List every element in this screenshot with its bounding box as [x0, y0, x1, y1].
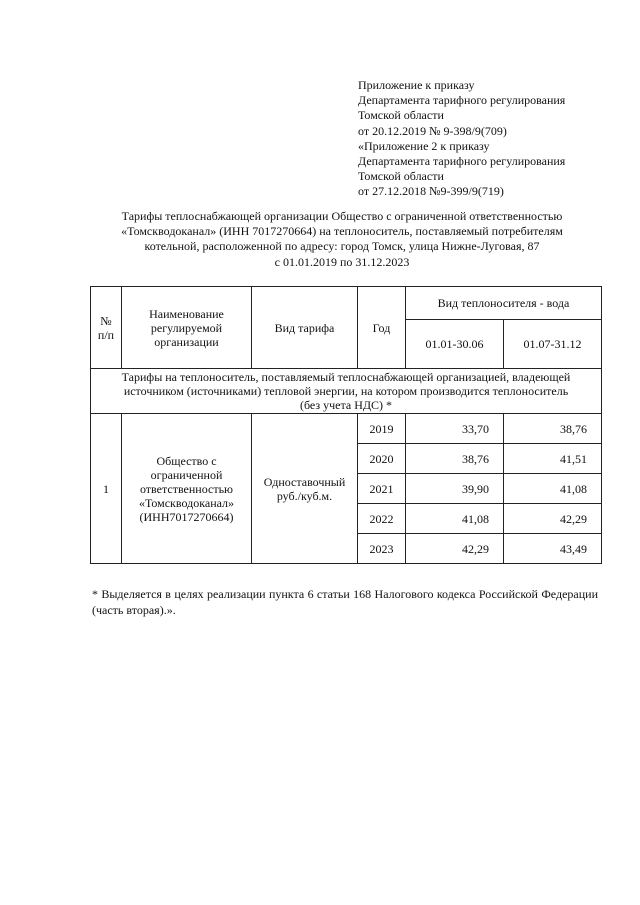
year-cell: 2023 [358, 534, 406, 564]
section-row [91, 369, 602, 414]
org-name-line: «Томскводоканал» [138, 495, 235, 510]
appendix-line: Приложение к приказу [358, 78, 475, 92]
tariff-value-period-2: 41,08 [504, 474, 602, 504]
section-line: (без учета НДС) * [299, 398, 393, 412]
section-line: источником (источниками) тепловой энергии, на котором производится теплоноситель [123, 384, 569, 398]
org-name-line: ответственностью [139, 481, 234, 496]
org-name-line: Общество с [156, 453, 217, 468]
table-header-row [91, 287, 602, 320]
appendix-line: Департамента тарифного регулирования [358, 154, 566, 169]
tariff-table [90, 286, 602, 564]
document-title [92, 209, 592, 270]
tariff-value-period-2: 42,29 [504, 504, 602, 534]
tariff-type-line: руб./куб.м. [276, 488, 333, 503]
appendix-block [358, 78, 628, 200]
row-number: 1 [91, 414, 122, 564]
tariff-type [252, 414, 358, 564]
appendix-line: от 27.12.2018 №9-399/9(719) [358, 184, 504, 199]
appendix-line: Томской области [358, 169, 444, 184]
title-line: котельной, расположенной по адресу: город Томск, улица Нижне-Луговая, 87 [144, 239, 540, 254]
header-period-2: 01.07-31.12 [504, 320, 602, 369]
org-name-line: (ИНН7017270664) [139, 509, 234, 524]
header-num-line: п/п [97, 327, 115, 342]
header-org-line: Наименование [149, 306, 224, 321]
tariff-value-period-2: 38,76 [504, 414, 602, 444]
header-org [122, 287, 252, 369]
appendix-line: Департамента тарифного регулирования [358, 93, 566, 108]
tariff-value-period-2: 41,51 [504, 444, 602, 474]
header-carrier: Вид теплоносителя - вода [406, 287, 602, 320]
tariff-value-period-1: 38,76 [406, 444, 504, 474]
header-org-line: организации [154, 334, 219, 349]
table-row [91, 414, 602, 444]
year-cell: 2022 [358, 504, 406, 534]
appendix-line: «Приложение 2 к приказу [358, 138, 490, 153]
appendix-line: Томской области [358, 108, 444, 123]
tariff-value-period-2: 43,49 [504, 534, 602, 564]
header-year: Год [358, 287, 406, 369]
tariff-value-period-1: 41,08 [406, 504, 504, 534]
section-heading [91, 369, 602, 414]
appendix-line: от 20.12.2019 № 9-398/9(709) [358, 123, 507, 138]
header-period-1: 01.01-30.06 [406, 320, 504, 369]
title-line: «Томскводоканал» (ИНН 7017270664) на теплоноситель, поставляемый потребителям [121, 224, 563, 239]
header-num-line: № [100, 313, 112, 328]
tariff-value-period-1: 33,70 [406, 414, 504, 444]
year-cell: 2020 [358, 444, 406, 474]
tariff-value-period-1: 42,29 [406, 534, 504, 564]
title-line: Тарифы теплоснабжающей организации Общество с ограниченной ответственностью [121, 209, 563, 223]
year-cell: 2021 [358, 474, 406, 504]
section-line: Тарифы на теплоноситель, поставляемый теплоснабжающей организацией, владеющей [121, 370, 571, 384]
tariff-value-period-1: 39,90 [406, 474, 504, 504]
tariff-type-line: Одноставочный [263, 474, 346, 489]
header-org-line: регулируемой [150, 320, 223, 335]
header-tariff-type: Вид тарифа [252, 287, 358, 369]
header-num [91, 287, 122, 369]
org-name-line: ограниченной [150, 467, 223, 482]
organization-name [122, 414, 252, 564]
title-line: с 01.01.2019 по 31.12.2023 [274, 254, 410, 269]
year-cell: 2019 [358, 414, 406, 444]
footnote: * Выделяется в целях реализации пункта 6 статьи 168 Налогового кодекса Российской Федерации (часть вторая).». [92, 587, 598, 617]
